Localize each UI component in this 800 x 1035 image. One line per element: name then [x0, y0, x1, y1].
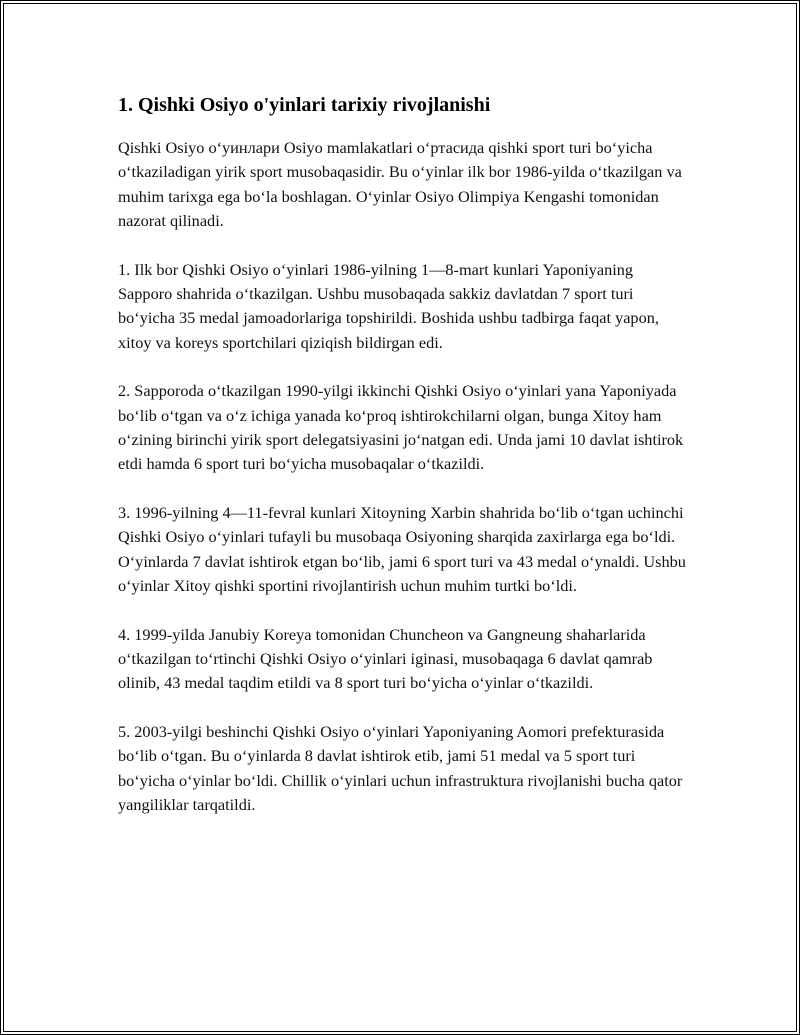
intro-paragraph: Qishki Osiyo o‘уинлари Osiyo mamlakatlari o‘ртасида qishki sport turi bo‘yicha o‘tkaziladigan yirik sport musobaqasidir. Bu o‘yinlar ilk bor 1986-yilda o‘tkazilgan va muhim tarixga ega bo‘la boshlagan. O‘yinlar Osiyo Olimpiya Kengashi tomonidan nazorat qilinadi.	[118, 138, 682, 231]
paragraph-1996-games: 3. 1996-yilning 4—11-fevral kunlari Xitoyning Xarbin shahrida bo‘lib o‘tgan uchinchi Qishki Osiyo o‘yinlari tufayli bu musobaqa Osiyoning sharqida zaxirlarga ega bo‘ldi. O‘yinlarda 7 davlat ishtirok etgan bo‘lib, jami 6 sport turi va 43 medal o‘ynaldi. Ushbu o‘yinlar Xitoy qishki sportini rivojlantirish uchun muhim turtki bo‘ldi.	[118, 502, 686, 596]
paragraph-2003-games: 5. 2003-yilgi beshinchi Qishki Osiyo o‘yinlari Yaponiyaning Aomori prefekturasida bo‘lib o‘tgan. Bu o‘yinlarda 8 davlat ishtirok etib, jami 51 medal va 5 sport turi bo‘yicha o‘yinlar bo‘ldi. Chillik o‘yinlari uchun infrastruktura rivojlanishi bucha qator yangiliklar tarqatildi.	[118, 721, 683, 814]
document-title: 1. Qishki Osiyo o'yinlari tarixiy rivojlanishi	[118, 94, 491, 116]
document-body	[118, 92, 690, 841]
paragraph-1986-games: 1. Ilk bor Qishki Osiyo o‘yinlari 1986-yilning 1—8-mart kunlari Yaponiyaning Sapporo shahrida o‘tkazilgan. Ushbu musobaqada sakkiz davlatdan 7 sport turi bo‘yicha 35 medal jamoadorlariga topshirildi. Boshida ushbu tadbirga faqat yapon, xitoy va koreys sportchilari qiziqish bildirgan edi.	[118, 259, 659, 352]
paragraph-1999-games: 4. 1999-yilda Janubiy Koreya tomonidan Chuncheon va Gangneung shaharlarida o‘tkazilgan to‘rtinchi Qishki Osiyo o‘yinlari iginasi, musobaqaga 6 davlat qamrab olinib, 43 medal taqdim etildi va 8 sport turi bo‘yicha o‘yinlar o‘tkazildi.	[118, 624, 653, 693]
paragraph-1990-games: 2. Sapporoda o‘tkazilgan 1990-yilgi ikkinchi Qishki Osiyo o‘yinlari yana Yaponiyada bo‘lib o‘tgan va o‘z ichiga yanada ko‘proq ishtirokchilarni olgan, bunga Xitoy ham o‘zining birinchi yirik sport delegatsiyasini jo‘natgan edi. Unda jami 10 davlat ishtirok etdi hamda 6 sport turi bo‘yicha musobaqalar o‘tkazildi.	[118, 381, 684, 474]
